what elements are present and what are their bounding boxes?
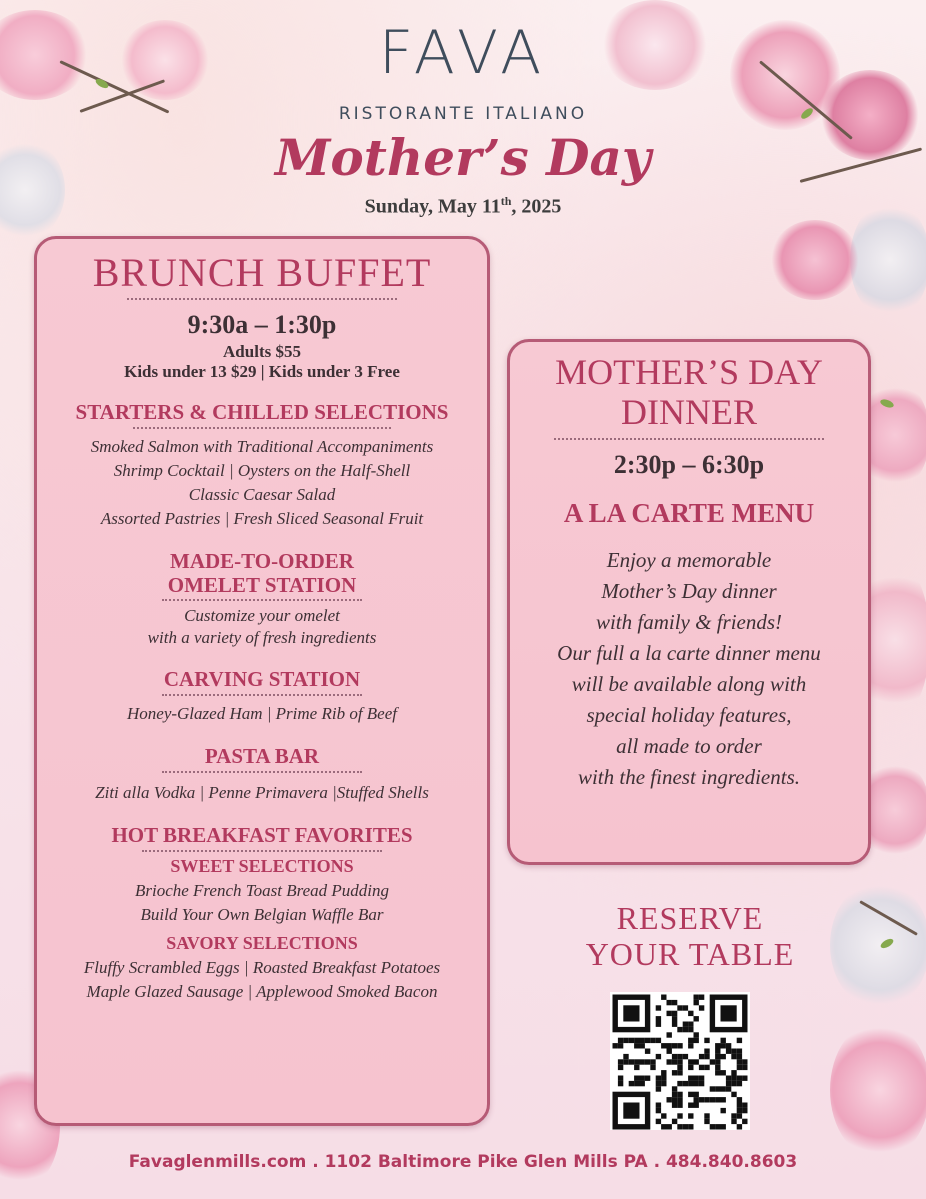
magnolia-flower-icon	[830, 880, 926, 1010]
menu-item: Build Your Own Belgian Waffle Bar	[140, 905, 384, 924]
section-title-starters: STARTERS & CHILLED SELECTIONS	[75, 400, 449, 424]
brunch-adult-price: Adults $55	[223, 342, 301, 361]
qr-code-graphic	[610, 992, 750, 1130]
menu-item: Honey-Glazed Ham | Prime Rib of Beef	[127, 704, 397, 723]
menu-item: Customize your omelet	[184, 606, 340, 625]
menu-item: Brioche French Toast Bread Pudding	[134, 881, 390, 900]
description-line: with family & friends!	[595, 610, 783, 634]
divider	[162, 599, 362, 601]
menu-item: with a variety of fresh ingredients	[147, 628, 377, 647]
divider	[162, 694, 362, 696]
footer-contact[interactable]: Favaglenmills.com . 1102 Baltimore Pike Glen Mills PA . 484.840.8603	[128, 1152, 798, 1172]
brunch-buffet-panel	[34, 236, 490, 1126]
dinner-description	[510, 545, 868, 793]
mothers-day-dinner-panel	[507, 339, 871, 865]
description-line: with the finest ingredients.	[577, 765, 801, 789]
description-line: all made to order	[616, 734, 762, 758]
menu-item: Smoked Salmon with Traditional Accompaniments	[90, 437, 434, 456]
brunch-kids-price: Kids under 13 $29 | Kids under 3 Free	[124, 362, 400, 381]
description-line: Mother’s Day dinner	[601, 579, 777, 603]
reserve-heading	[540, 900, 840, 972]
section-title-hot-breakfast: HOT BREAKFAST FAVORITES	[111, 823, 413, 847]
menu-item: Classic Caesar Salad	[188, 485, 336, 504]
brunch-title: BRUNCH BUFFET	[92, 250, 432, 295]
menu-item: Maple Glazed Sausage | Applewood Smoked Bacon	[86, 982, 438, 1001]
menu-item: Shrimp Cocktail | Oysters on the Half-Shell	[113, 461, 411, 480]
occasion-title: Mother’s Day	[275, 128, 651, 187]
description-line: special holiday features,	[586, 703, 792, 727]
divider	[554, 438, 824, 440]
qr-code-icon[interactable]	[610, 992, 750, 1130]
section-title-omelet-line2: OMELET STATION	[167, 573, 357, 597]
divider	[162, 771, 362, 773]
dinner-hours: 2:30p – 6:30p	[613, 450, 765, 479]
dinner-menu-title: A LA CARTE MENU	[563, 498, 815, 528]
section-title-omelet: MADE-TO-ORDER	[170, 549, 354, 573]
dinner-title-line2: DINNER	[621, 392, 757, 432]
subsection-title-savory: SAVORY SELECTIONS	[166, 933, 358, 953]
brand-logo: FAVA	[378, 18, 548, 88]
subsection-title-sweet: SWEET SELECTIONS	[170, 856, 354, 876]
reserve-line1: RESERVE	[616, 900, 764, 936]
description-line: Enjoy a memorable	[606, 548, 772, 572]
description-line: will be available along with	[571, 672, 807, 696]
menu-item: Fluffy Scrambled Eggs | Roasted Breakfast Potatoes	[83, 958, 441, 977]
brand-subtitle: RISTORANTE ITALIANO	[338, 104, 588, 124]
divider	[142, 850, 382, 852]
magnolia-flower-icon	[830, 1020, 926, 1160]
dinner-title-line1: MOTHER’S DAY	[555, 352, 823, 392]
divider	[127, 298, 397, 300]
brunch-hours: 9:30a – 1:30p	[187, 310, 337, 339]
menu-item: Ziti alla Vodka | Penne Primavera |Stuffed Shells	[95, 783, 429, 802]
section-title-carving: CARVING STATION	[163, 667, 361, 691]
event-date: Sunday, May 11th, 2025	[364, 194, 562, 218]
magnolia-flower-icon	[770, 220, 860, 300]
section-title-pasta: PASTA BAR	[204, 744, 320, 768]
divider	[133, 427, 391, 429]
menu-item: Assorted Pastries | Fresh Sliced Seasonal Fruit	[100, 509, 424, 528]
description-line: Our full a la carte dinner menu	[557, 641, 821, 665]
reserve-line2: YOUR TABLE	[585, 936, 795, 972]
